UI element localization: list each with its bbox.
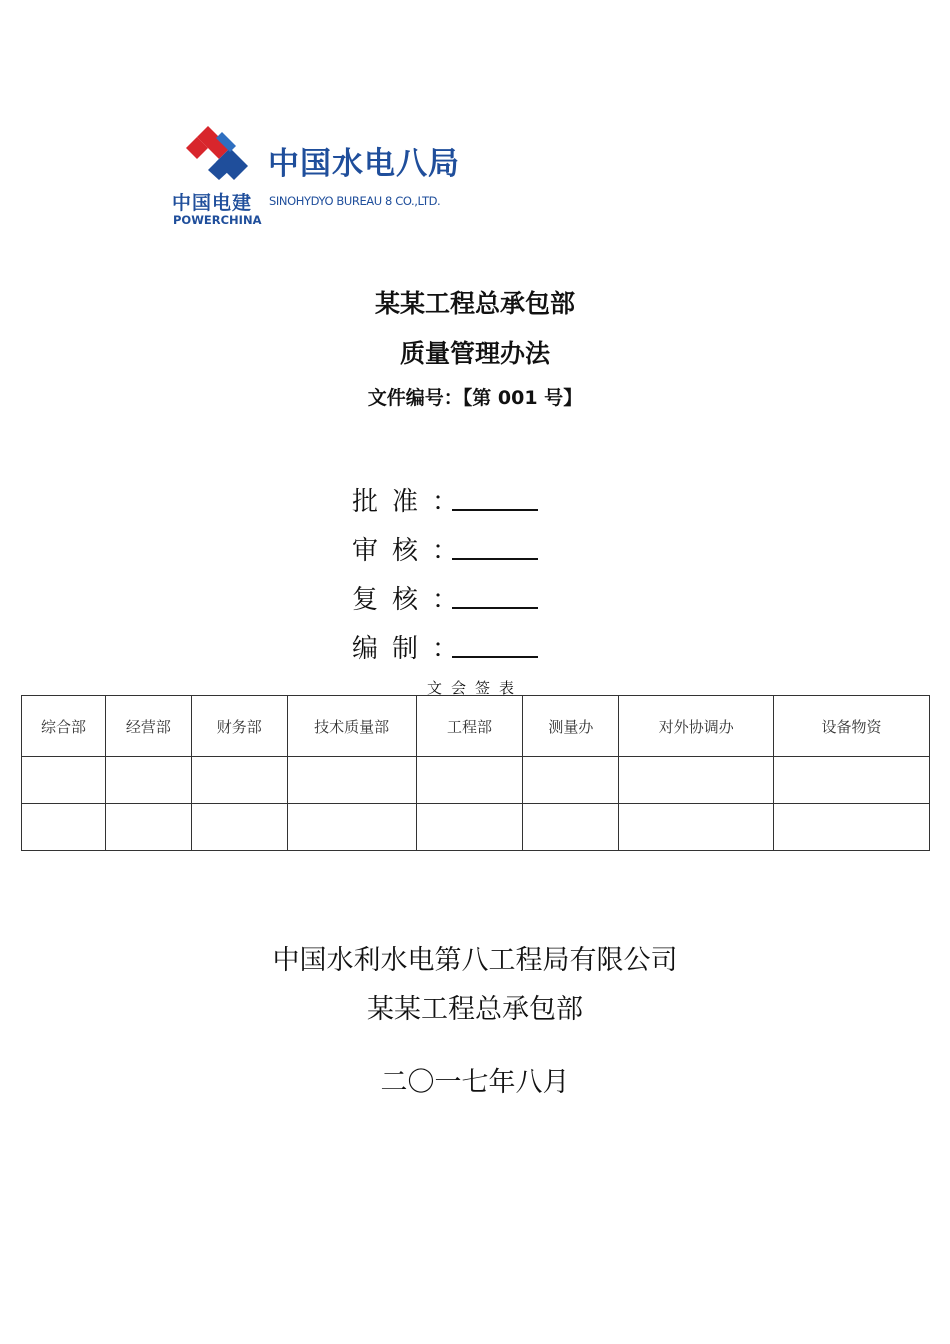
signature-blank-line	[452, 558, 538, 560]
table-cell	[619, 757, 774, 804]
signature-recheck	[352, 579, 612, 615]
signature-label: 复核：	[352, 585, 473, 615]
table-row	[22, 757, 930, 804]
signature-compile	[352, 628, 612, 664]
footer-company: 中国水利水电第八工程局有限公司	[272, 945, 678, 976]
table-cell	[287, 804, 416, 851]
countersign-table	[21, 695, 930, 851]
signature-label: 编制：	[352, 634, 473, 664]
signature-label: 批准：	[352, 487, 473, 517]
table-header-row	[22, 696, 930, 757]
table-header-cell: 测量办	[523, 696, 619, 757]
table-cell	[191, 757, 287, 804]
signature-blank-line	[452, 509, 538, 511]
table-cell	[191, 804, 287, 851]
title-line-2: 质量管理办法	[399, 339, 550, 368]
logo-cn-short: 中国电建	[172, 192, 253, 214]
logo-en-name: SINOHYDYO BUREAU 8 CO.,LTD.	[269, 194, 441, 208]
logo-cn-name: 中国水电八局	[268, 146, 460, 182]
table-cell	[523, 804, 619, 851]
table-cell	[523, 757, 619, 804]
table-row	[22, 804, 930, 851]
signature-blank-line	[452, 607, 538, 609]
document-number: 文件编号：【第 001 号】	[367, 387, 583, 409]
table-caption: 文会签表	[426, 679, 523, 697]
signature-approve	[352, 481, 612, 517]
table-header-cell: 技术质量部	[287, 696, 416, 757]
signature-blank-line	[452, 656, 538, 658]
table-cell	[416, 804, 523, 851]
table-header-cell: 经营部	[105, 696, 191, 757]
logo-en-short: POWERCHINA	[173, 213, 262, 227]
footer-department: 某某工程总承包部	[367, 994, 583, 1025]
table-cell	[105, 804, 191, 851]
footer-date: 二〇一七年八月	[380, 1067, 570, 1098]
company-logo	[172, 124, 472, 230]
title-line-1: 某某工程总承包部	[374, 289, 575, 318]
table-cell	[774, 757, 930, 804]
table-header-cell: 工程部	[416, 696, 523, 757]
table-header-cell: 财务部	[191, 696, 287, 757]
table-cell	[22, 757, 106, 804]
table-header-cell: 对外协调办	[619, 696, 774, 757]
table-cell	[22, 804, 106, 851]
table-header-cell: 设备物资	[774, 696, 930, 757]
table-cell	[287, 757, 416, 804]
table-cell	[619, 804, 774, 851]
table-header-cell: 综合部	[22, 696, 106, 757]
table-cell	[416, 757, 523, 804]
powerchina-logo-icon	[186, 126, 248, 180]
signature-label: 审核：	[352, 536, 473, 566]
table-cell	[774, 804, 930, 851]
table-cell	[105, 757, 191, 804]
signature-review	[352, 530, 612, 566]
